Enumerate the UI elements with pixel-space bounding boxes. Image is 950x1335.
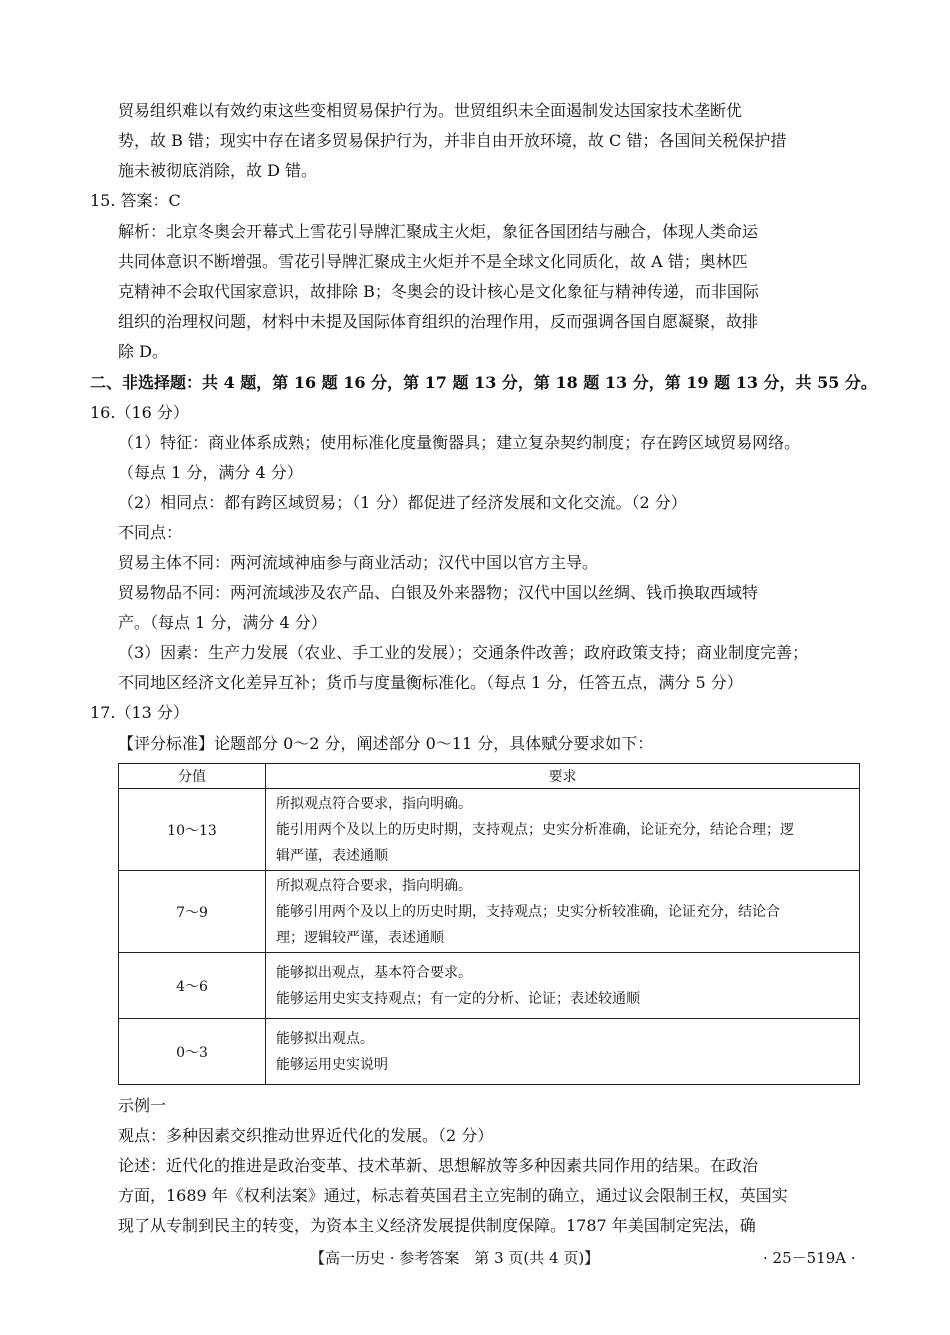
q16-line: （每点 1 分，满分 4 分） [118,463,303,482]
score-value: 0～3 [119,1019,266,1085]
table-row [119,953,860,1019]
q16-line: （2）相同点：都有跨区域贸易；（1 分）都促进了经济发展和文化交流。（2 分） [118,493,687,512]
requirement-cell [266,953,860,1019]
intro-line: 施未被彻底消除，故 D 错。 [118,161,318,180]
score-value: 10～13 [119,789,266,871]
requirement-line: 能够运用史实说明 [276,1056,388,1073]
example-argument-line: 现了从专制到民主的转变，为资本主义经济发展提供制度保障。1787 年美国制定宪法，确 [118,1216,756,1235]
requirement-line: 能引用两个及以上的历史时期，支持观点；史实分析准确，论证充分，结论合理；逻 [276,821,794,838]
requirement-line: 能够引用两个及以上的历史时期，支持观点；史实分析较准确，论证充分，结论合 [276,903,780,920]
requirement-line: 能够运用史实支持观点；有一定的分析、论证；表述较通顺 [276,990,640,1007]
requirement-line: 能够拟出观点。 [276,1030,374,1047]
intro-line: 势，故 B 错；现实中存在诸多贸易保护行为，并非自由开放环境，故 C 错；各国间关税保护措 [118,131,787,150]
table-row [119,789,860,871]
q17-title: 17.（13 分） [90,703,189,722]
q15-analysis-line: 解析：北京冬奥会开幕式上雪花引导牌汇聚成主火炬，象征各国团结与融合，体现人类命运 [118,222,759,241]
q16-line: 不同地区经济文化差异互补；货币与度量衡标准化。（每点 1 分，任答五点，满分 5 分） [118,673,743,692]
q16-line: 贸易主体不同：两河流域神庙参与商业活动；汉代中国以官方主导。 [118,553,599,572]
table-row [119,871,860,953]
q16-line: 贸易物品不同：两河流域涉及农产品、白银及外来器物；汉代中国以丝绸、钱币换取西域特 [118,583,759,602]
requirement-line: 辑严谨，表述通顺 [276,847,388,864]
example-argument-line: 论述：近代化的推进是政治变革、技术革新、思想解放等多种因素共同作用的结果。在政治 [118,1156,759,1175]
requirement-line: 能够拟出观点，基本符合要求。 [276,964,472,981]
table-row [119,1019,860,1085]
example-argument-line: 方面，1689 年《权利法案》通过，标志着英国君主立宪制的确立，通过议会限制王权，英国实 [118,1186,788,1205]
requirement-line: 所拟观点符合要求，指向明确。 [276,877,472,894]
requirement-cell [266,871,860,953]
header-score: 分值 [119,764,266,789]
intro-line: 贸易组织难以有效约束这些变相贸易保护行为。世贸组织未全面遏制发达国家技术垄断优 [118,101,743,120]
requirement-line: 理；逻辑较严谨，表述通顺 [276,929,444,946]
header-requirement: 要求 [266,764,860,789]
example-title: 示例一 [118,1096,167,1115]
scoring-table [118,763,860,1085]
q15-answer: 15. 答案：C [90,191,181,210]
q16-line: 不同点： [118,523,183,542]
q15-analysis-line: 除 D。 [118,342,168,361]
q16-line: 产。（每点 1 分，满分 4 分） [118,613,327,632]
example-viewpoint: 观点：多种因素交织推动世界近代化的发展。（2 分） [118,1126,494,1145]
score-value: 4～6 [119,953,266,1019]
section2-heading: 二、非选择题：共 4 题，第 16 题 16 分，第 17 题 13 分，第 18 题 13 分，第 19 题 13 分，共 55 分。 [90,373,877,392]
requirement-line: 所拟观点符合要求，指向明确。 [276,795,472,812]
q15-analysis-line: 组织的治理权问题，材料中未提及国际体育组织的治理作用，反而强调各国自愿凝聚，故排 [118,312,759,331]
page-footer-title: 【高一历史 · 参考答案 第 3 页(共 4 页)】 [310,1249,600,1267]
q17-criteria: 【评分标准】论题部分 0～2 分，阐述部分 0～11 分，具体赋分要求如下： [118,734,654,753]
q15-analysis-line: 共同体意识不断增强。雪花引导牌汇聚成主火炬并不是全球文化同质化，故 A 错；奥林匹 [118,252,748,271]
page-footer-code: · 25－519A · [763,1249,856,1267]
q15-analysis-line: 克精神不会取代国家意识，故排除 B；冬奥会的设计核心是文化象征与精神传递，而非国际 [118,282,759,301]
q16-title: 16.（16 分） [90,403,189,422]
q16-line: （1）特征：商业体系成熟；使用标准化度量衡器具；建立复杂契约制度；存在跨区域贸易网络。 [118,433,801,452]
score-value: 7～9 [119,871,266,953]
requirement-cell [266,1019,860,1085]
q16-line: （3）因素：生产力发展（农业、手工业的发展）；交通条件改善；政府政策支持；商业制度完善； [118,643,809,662]
requirement-cell [266,789,860,871]
table-header-row [119,764,860,789]
